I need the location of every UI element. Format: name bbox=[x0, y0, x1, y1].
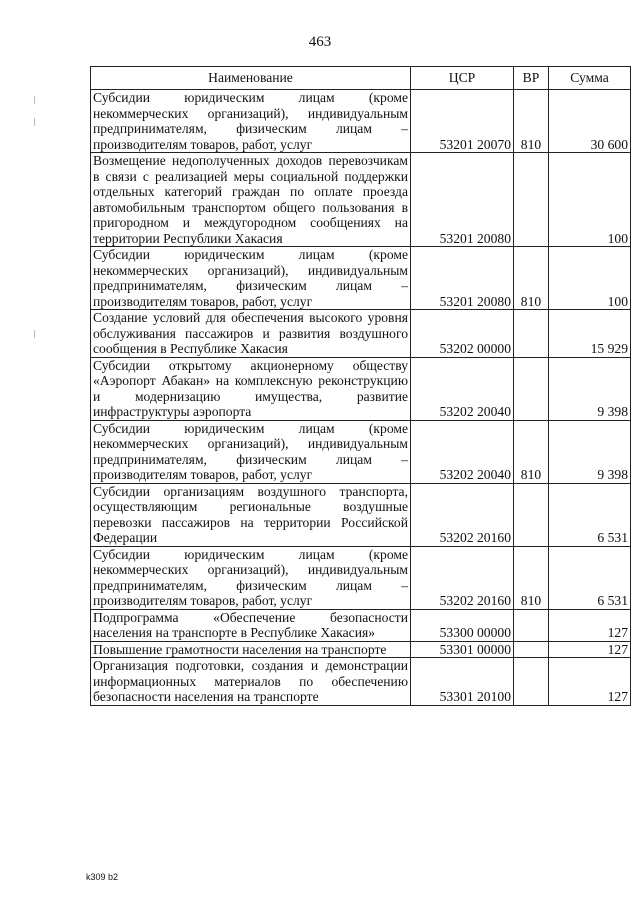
row-vr: 810 bbox=[514, 546, 549, 609]
row-name: Субсидии юридическим лицам (кроме некоммерческих организаций), индивидуальным предпринимателям, физическим лицам – производителям товаров, работ, услуг bbox=[91, 420, 411, 483]
row-csr: 53201 20080 bbox=[411, 153, 514, 247]
row-csr: 53202 20040 bbox=[411, 420, 514, 483]
row-sum: 127 bbox=[549, 609, 631, 641]
row-sum: 100 bbox=[549, 247, 631, 310]
row-sum: 9 398 bbox=[549, 420, 631, 483]
table-row bbox=[91, 658, 631, 706]
table-row bbox=[91, 357, 631, 420]
row-name: Подпрограмма «Обеспечение безопасности населения на транспорте в Республике Хакасия» bbox=[91, 609, 411, 641]
row-sum: 15 929 bbox=[549, 310, 631, 358]
row-name: Повышение грамотности населения на транспорте bbox=[91, 641, 411, 658]
row-vr bbox=[514, 609, 549, 641]
row-name: Субсидии организациям воздушного транспорта, осуществляющим региональные воздушные перевозки пассажиров на территории Российской Федерации bbox=[91, 483, 411, 546]
table-header-row bbox=[91, 67, 631, 90]
row-vr bbox=[514, 310, 549, 358]
header-sum: Сумма bbox=[549, 67, 631, 90]
row-name: Субсидии открытому акционерному обществу «Аэропорт Абакан» на комплексную реконструкцию и модернизацию имущества, развитие инфраструктуры аэропорта bbox=[91, 357, 411, 420]
row-sum: 127 bbox=[549, 658, 631, 706]
row-csr: 53301 20100 bbox=[411, 658, 514, 706]
table-row bbox=[91, 641, 631, 658]
row-vr bbox=[514, 153, 549, 247]
margin-mark bbox=[34, 118, 35, 126]
row-name: Организация подготовки, создания и демонстрации информационных материалов по обеспечению безопасности населения на транспорте bbox=[91, 658, 411, 706]
row-vr: 810 bbox=[514, 247, 549, 310]
margin-mark bbox=[34, 96, 35, 104]
row-name: Возмещение недополученных доходов перевозчикам в связи с реализацией меры социальной поддержки отдельных категорий граждан по оплате проезда автомобильным транспортом общего пользования в пригородном и междугородном сообщениях на территории Республики Хакасия bbox=[91, 153, 411, 247]
row-name: Создание условий для обеспечения высокого уровня обслуживания пассажиров и развития воздушного сообщения в Республике Хакасия bbox=[91, 310, 411, 358]
row-csr: 53201 20080 bbox=[411, 247, 514, 310]
row-sum: 30 600 bbox=[549, 90, 631, 153]
budget-table bbox=[90, 66, 631, 706]
row-vr bbox=[514, 641, 549, 658]
row-sum: 6 531 bbox=[549, 546, 631, 609]
row-vr: 810 bbox=[514, 90, 549, 153]
table-row bbox=[91, 420, 631, 483]
row-vr bbox=[514, 357, 549, 420]
row-name: Субсидии юридическим лицам (кроме некоммерческих организаций), индивидуальным предпринимателям, физическим лицам – производителям товаров, работ, услуг bbox=[91, 90, 411, 153]
row-csr: 53201 20070 bbox=[411, 90, 514, 153]
row-sum: 9 398 bbox=[549, 357, 631, 420]
row-csr: 53202 20160 bbox=[411, 546, 514, 609]
row-vr bbox=[514, 483, 549, 546]
page-number: 463 bbox=[308, 34, 332, 50]
table-row bbox=[91, 546, 631, 609]
row-sum: 6 531 bbox=[549, 483, 631, 546]
table-row bbox=[91, 90, 631, 153]
row-name: Субсидии юридическим лицам (кроме некоммерческих организаций), индивидуальным предпринимателям, физическим лицам – производителям товаров, работ, услуг bbox=[91, 247, 411, 310]
table-row bbox=[91, 153, 631, 247]
table-row bbox=[91, 310, 631, 358]
footer-code: k309 b2 bbox=[86, 872, 119, 882]
row-sum: 100 bbox=[549, 153, 631, 247]
row-csr: 53202 20040 bbox=[411, 357, 514, 420]
row-name: Субсидии юридическим лицам (кроме некоммерческих организаций), индивидуальным предпринимателям, физическим лицам – производителям товаров, работ, услуг bbox=[91, 546, 411, 609]
table-row bbox=[91, 483, 631, 546]
row-csr: 53202 00000 bbox=[411, 310, 514, 358]
table-row bbox=[91, 247, 631, 310]
header-vr: ВР bbox=[514, 67, 549, 90]
header-name: Наименование bbox=[91, 67, 411, 90]
margin-mark bbox=[34, 330, 35, 338]
row-csr: 53300 00000 bbox=[411, 609, 514, 641]
row-vr bbox=[514, 658, 549, 706]
header-csr: ЦСР bbox=[411, 67, 514, 90]
row-sum: 127 bbox=[549, 641, 631, 658]
table-row bbox=[91, 609, 631, 641]
row-csr: 53202 20160 bbox=[411, 483, 514, 546]
row-csr: 53301 00000 bbox=[411, 641, 514, 658]
row-vr: 810 bbox=[514, 420, 549, 483]
